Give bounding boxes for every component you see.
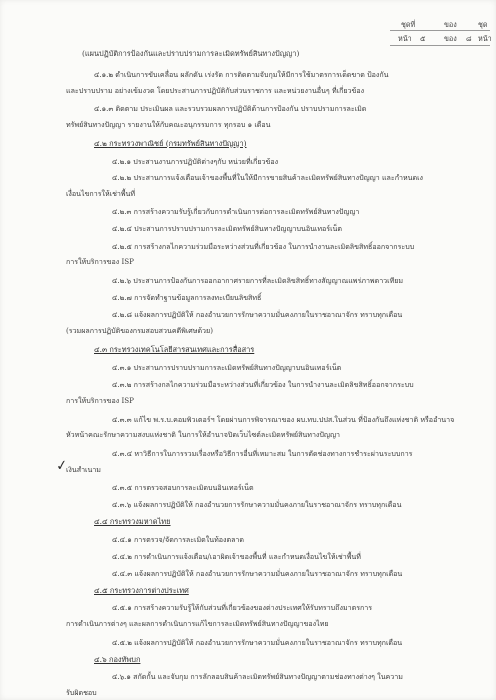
body-text-line: ๔.๒.๔ ประสานการปราบปรามการละเมิดทรัพย์สินทางปัญญาบนอินเทอร์เน็ต — [112, 224, 342, 234]
body-text-line: เงื่อนไขการให้เช่าพื้นที่ — [66, 188, 136, 198]
body-text-line: หัวหน้าคณะรักษาความสงบแห่งชาติ ในการให้อำนาจปิดเว็บไซต์ละเมิดทรัพย์สินทางปัญญา — [66, 430, 340, 440]
header-of-label-2: ของ — [444, 34, 457, 43]
section-heading: ๔.๕ กระทรวงการต่างประเทศ — [94, 586, 189, 596]
body-text-line: ๔.๕.๑ การสร้างความรับรู้ให้กับส่วนที่เกี่ยวข้องของต่างประเทศให้รับทราบถึงมาตรการ — [112, 603, 373, 613]
header-page-label-2: หน้า — [478, 34, 492, 43]
header-rule-bottom — [390, 45, 490, 46]
header-rule-top — [390, 30, 490, 31]
body-text-line: เงินสำเนาม — [66, 464, 101, 474]
body-text-line: ๔.๒.๘ แจ้งผลการปฏิบัติให้ กองอำนวยการรักษาความมั่นคงภายในราชอาณาจักร ทราบทุกเดือน — [112, 310, 403, 320]
check-mark: ✓ — [54, 457, 69, 475]
section-heading: ๔.๒ กระทรวงพาณิชย์ (กรมทรัพย์สินทางปัญญา) — [94, 138, 247, 148]
body-text-line: ๔.๓.๖ แจ้งผลการปฏิบัติให้ กองอำนวยการรักษาความมั่นคงภายในราชอาณาจักร ทราบทุกเดือน — [112, 500, 402, 510]
body-text-line: ๔.๔.๓ แจ้งผลการปฏิบัติให้ กองอำนวยการรักษาความมั่นคงภายในราชอาณาจักร ทราบทุกเดือน — [112, 568, 403, 578]
body-text-line: ๔.๒.๗ การจัดทำฐานข้อมูลการลงทะเบียนลิขสิทธิ์ — [112, 293, 262, 303]
header-group-label: ชุดที่ — [401, 20, 416, 29]
body-text-line: ๔.๕.๒ แจ้งผลการปฏิบัติให้ กองอำนวยการรักษาความมั่นคงภายในราชอาณาจักร ทราบทุกเดือน — [112, 637, 403, 647]
header-page-label: หน้า — [398, 34, 412, 43]
header-set-count-label: ชุด — [478, 20, 488, 29]
header-page-number: ๕ — [420, 34, 426, 43]
body-text-line: การให้บริการของ ISP — [66, 257, 134, 267]
document-title: (แผนปฏิบัติการป้องกันและปราบปรามการละเมิดทรัพย์สินทางปัญญา) — [82, 49, 300, 58]
section-heading: ๔.๔ กระทรวงมหาดไทย — [94, 517, 171, 527]
body-text-line: ๔.๒.๓ การสร้างความรับรู้เกี่ยวกับการดำเนินการต่อการละเมิดทรัพย์สินทางปัญญา — [112, 207, 360, 217]
body-text-line: ทรัพย์สินทางปัญญา รายงานให้กับคณะอนุกรรมการ ทุกรอบ ๑ เดือน — [66, 120, 271, 130]
header-of-label: ของ — [444, 20, 457, 29]
body-text-line: ๔.๒.๖ ประสานการป้องกันการออกอากาศรายการที่ละเมิดลิขสิทธิ์ทางสัญญาณแพร่ภาพดาวเทียม — [112, 275, 404, 285]
body-text-line: ๔.๑.๒ ดำเนินการขับเคลื่อน ผลักดัน เร่งรัด การติดตามจับกุมให้มีการใช้มาตรการเด็ดขาด ป้องกัน — [94, 70, 389, 79]
header-page-total: ๘ — [466, 34, 472, 43]
section-heading: ๔.๖ กองทัพบก — [94, 654, 141, 664]
body-text-line: ๔.๓.๕ การตรวจสอบการละเมิดบนอินเทอร์เน็ต — [112, 483, 254, 493]
body-text-line: ๔.๒.๑ ประสานงานการปฏิบัติต่างๆกับ หน่วยที่เกี่ยวข้อง — [112, 157, 279, 167]
body-text-line: และปราบปราม อย่างเข้มงวด โดยประสานการปฏิบัติกับส่วนราชการ และหน่วยงานอื่นๆ ที่เกี่ยวข้อง — [66, 85, 365, 95]
body-text-line: ๔.๓.๒ การสร้างกลไกความร่วมมือระหว่างส่วนที่เกี่ยวข้อง ในการนำงานละเมิดลิขสิทธิ์ออกจากระบบ — [112, 380, 414, 390]
body-text-line: ๔.๓.๓ แก้ไข พ.ร.บ.คอมพิวเตอร์ฯ โดยผ่านการพิจารณาของ ผบ.ทบ.ปปส.ในส่วน ที่ป้องกันถึงแห่งชาติ หรืออำนาจ — [112, 414, 455, 424]
body-text-line: ๔.๓.๔ หาวิธีการในการรวมเรื่องหรือวิธีการอื่นที่เหมาะสม ในการตัดช่องทางการชำระผ่านระบบการ — [112, 448, 413, 458]
body-text-line: ๔.๔.๑ การตรวจ/จัดการละเมิดในท้องตลาด — [112, 534, 245, 544]
body-text-line: ๔.๔.๒ การดำเนินการแจ้งเตือน/เอาผิดเจ้าของพื้นที่ และกำหนดเงื่อนไขให้เช่าพื้นที่ — [112, 551, 361, 561]
section-heading: ๔.๓ กระทรวงเทคโนโลยีสารสนเทศและการสื่อสาร — [94, 344, 255, 354]
body-text-line: ๔.๓.๑ ประสานการปราบปรามการละเมิดทรัพย์สินทางปัญญาบนอินเทอร์เน็ต — [112, 363, 342, 373]
body-text-line: (รวมผลการปฏิบัติของกรมสอบสวนคดีพิเศษด้วย) — [66, 326, 213, 336]
body-text-line: การดำเนินการต่างๆ และผลการดำเนินการแก้ไขการละเมิดทรัพย์สินทางปัญญาของไทย — [66, 619, 329, 629]
body-text-line: ๔.๒.๒ ประสานการแจ้งเตือนเจ้าของพื้นที่ในให้มีการขายสินค้าละเมิดทรัพย์สินทางปัญญา และกำหนดเง — [112, 172, 423, 182]
body-text-line: ๔.๑.๓ ติดตาม ประเมินผล และรวบรวมผลการปฏิบัติด้านการป้องกัน ปราบปรามการละเมิด — [94, 104, 367, 114]
body-text-line: การให้บริการของ ISP — [66, 396, 134, 406]
body-text-line: ๔.๖.๑ สกัดกั้น และจับกุม การลักลอบสินค้าละเมิดทรัพย์สินทางปัญญาตามช่องทางต่างๆ ในความ — [112, 671, 403, 681]
body-text-line: ๔.๒.๕ การสร้างกลไกความร่วมมือระหว่างส่วนที่เกี่ยวข้อง ในการนำงานละเมิดลิขสิทธิ์ออกจากระบบ — [112, 241, 415, 251]
body-text-line: รับผิดชอบ — [66, 687, 97, 697]
